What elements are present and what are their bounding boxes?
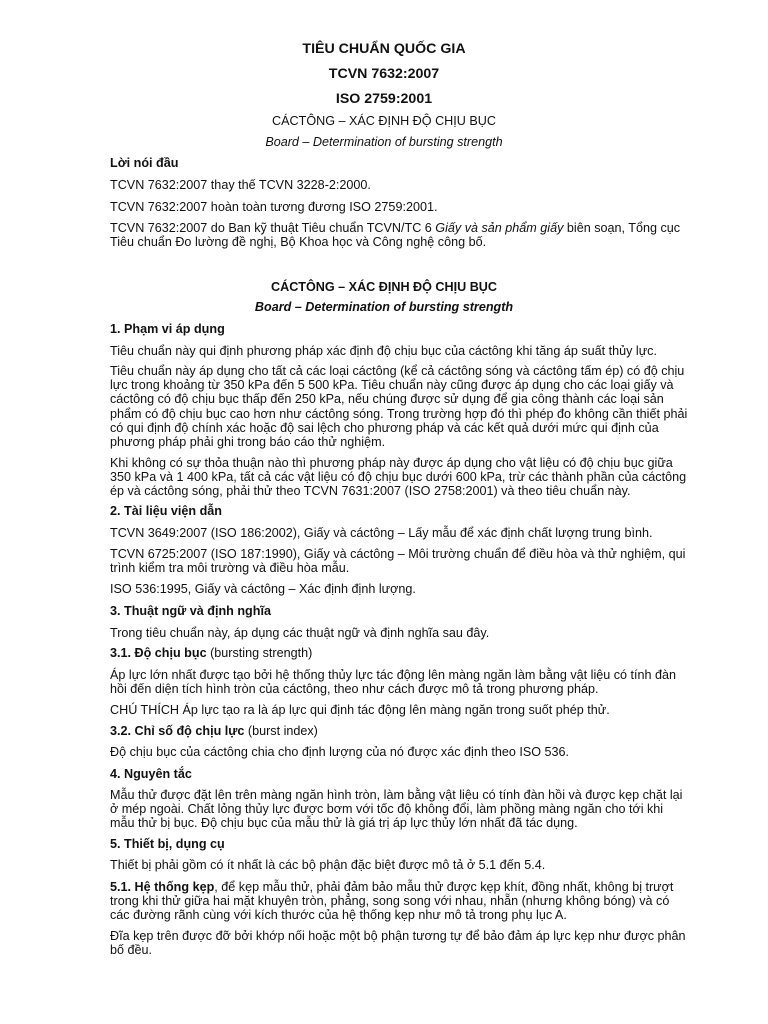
section-heading: 3. Thuật ngữ và định nghĩa [110,604,271,618]
foreword-paragraph: TCVN 7632:2007 thay thế TCVN 3228-2:2000. [110,178,371,192]
body-paragraph: Trong tiêu chuẩn này, áp dụng các thuật ngữ và định nghĩa sau đây. [110,626,490,640]
body-paragraph: Tiêu chuẩn này qui định phương pháp xác định độ chịu bục của cáctông khi tăng áp suất thủy lực. [110,344,657,358]
text-span: , để kẹp mẫu thử, phải đảm bảo mẫu thử được kẹp khít, đồng nhất, không bị trượt trong khi thử giữa hai mặt khuyên tròn, phẳng, song song với nhau, nhẵn (nhưng không bóng) và có các đường rãnh cùng với kích thước của hệ thống kẹp như mô tả trong phụ lục A. [110,880,674,923]
section-heading: 5. Thiết bị, dụng cụ [110,837,225,851]
term-definition: Độ chịu bục của cáctông chia cho định lượng của nó được xác định theo ISO 536. [110,745,570,759]
term-definition: Áp lực lớn nhất được tạo bởi hệ thống thủy lực tác động lên màng ngăn làm bằng vật liệu có tính đàn hồi đến diện tích hình tròn của cáctông, theo như cách được mô tả trong phương pháp. [110,668,677,697]
section-heading: 1. Phạm vi áp dụng [110,322,225,336]
foreword-paragraph [110,221,690,249]
term-heading [110,724,690,738]
reference-item: TCVN 3649:2007 (ISO 186:2002), Giấy và cáctông – Lấy mẫu để xác định chất lượng trung bình. [110,526,653,540]
reference-item: TCVN 6725:2007 (ISO 187:1990), Giấy và cáctông – Môi trường chuẩn để điều hòa và thử nghiệm, qui trình kiểm tra môi trường và điều hòa mẫu. [110,547,686,576]
body-paragraph: Mẫu thử được đặt lên trên màng ngăn hình tròn, làm bằng vật liệu có tính đàn hồi và được kẹp chặt lại ở mép ngoài. Chất lỏng thủy lực được bơm với tốc độ không đổi, làm phồng màng ngăn cho tới khi mẫu thử bị bục. Độ chịu bục của mẫu thử là giá trị áp lực thủy lớn nhất đã tác dụng. [110,788,683,831]
national-standard-heading: TIÊU CHUẨN QUỐC GIA [302,41,466,57]
text-span: biên soạn, Tổng cục Tiêu chuẩn Đo lường đề nghị, Bộ Khoa học và Công nghệ công bố. [110,221,681,250]
foreword-paragraph: TCVN 7632:2007 hoàn toàn tương đương ISO 2759:2001. [110,200,438,214]
note-paragraph: CHÚ THÍCH Áp lực tạo ra là áp lực qui định tác động lên màng ngăn trong suốt phép thử. [110,703,610,717]
term-name: 3.2. Chỉ số độ chịu lực [110,724,245,738]
subsection-paragraph [110,880,690,923]
reference-item: ISO 536:1995, Giấy và cáctông – Xác định định lượng. [110,582,416,596]
term-english: (burst index) [244,724,318,738]
text-span: TCVN 7632:2007 do Ban kỹ thuật Tiêu chuẩn TCVN/TC 6 [110,221,436,235]
foreword-heading: Lời nói đầu [110,156,179,170]
document-subtitle: Board – Determination of bursting strength [265,135,503,149]
main-subtitle: Board – Determination of bursting strength [254,300,514,314]
standard-number: TCVN 7632:2007 [328,66,440,82]
body-paragraph: Tiêu chuẩn này áp dụng cho tất cả các loại cáctông (kể cả cáctông sóng và cáctông tấm ép) có độ chịu lực trong khoảng từ 350 kPa đến 5 500 kPa. Tiêu chuẩn này cũng được áp dụng cho các loại giấy và cáctông có độ chịu bục thấp đến 250 kPa, nếu chúng được sử dụng để gia công thành các loại sản phẩm có độ chịu bục cao hơn như cáctông sóng. Trong trường hợp đó thì phép đo không cần thiết phải có qui định độ chính xác hoặc độ sai lệch cho phương pháp và các kết quả dưới mức qui định của phương pháp phải ghi trong báo cáo thử nghiệm. [110,364,688,450]
committee-name: Giấy và sản phẩm giấy [435,221,564,235]
document-title: CÁCTÔNG – XÁC ĐỊNH ĐỘ CHỊU BỤC [272,114,496,128]
body-paragraph: Thiết bị phải gồm có ít nhất là các bộ phận đặc biệt được mô tả ở 5.1 đến 5.4. [110,858,546,872]
section-heading: 2. Tài liệu viện dẫn [110,504,222,518]
main-title: CÁCTÔNG – XÁC ĐỊNH ĐỘ CHỊU BỤC [271,280,497,294]
iso-number: ISO 2759:2001 [335,91,433,107]
term-english: (bursting strength) [206,646,313,660]
term-heading [110,646,690,660]
section-heading: 4. Nguyên tắc [110,767,192,781]
body-paragraph: Khi không có sự thỏa thuận nào thì phương pháp này được áp dụng cho vật liệu có độ chịu bục giữa 350 kPa và 1 400 kPa, tất cả các vật liệu có độ chịu bục dưới 600 kPa, trừ các thành phần của cáctông ép và cáctông sóng, phải thử theo TCVN 7631:2007 (ISO 2758:2001) và theo tiêu chuẩn này. [110,456,687,499]
body-paragraph: Đĩa kẹp trên được đỡ bởi khớp nối hoặc một bộ phận tương tự để bảo đảm áp lực kẹp như được phân bố đều. [110,929,686,958]
subsection-term: 5.1. Hệ thống kẹp [110,880,215,894]
term-name: 3.1. Độ chịu bục [110,646,207,660]
